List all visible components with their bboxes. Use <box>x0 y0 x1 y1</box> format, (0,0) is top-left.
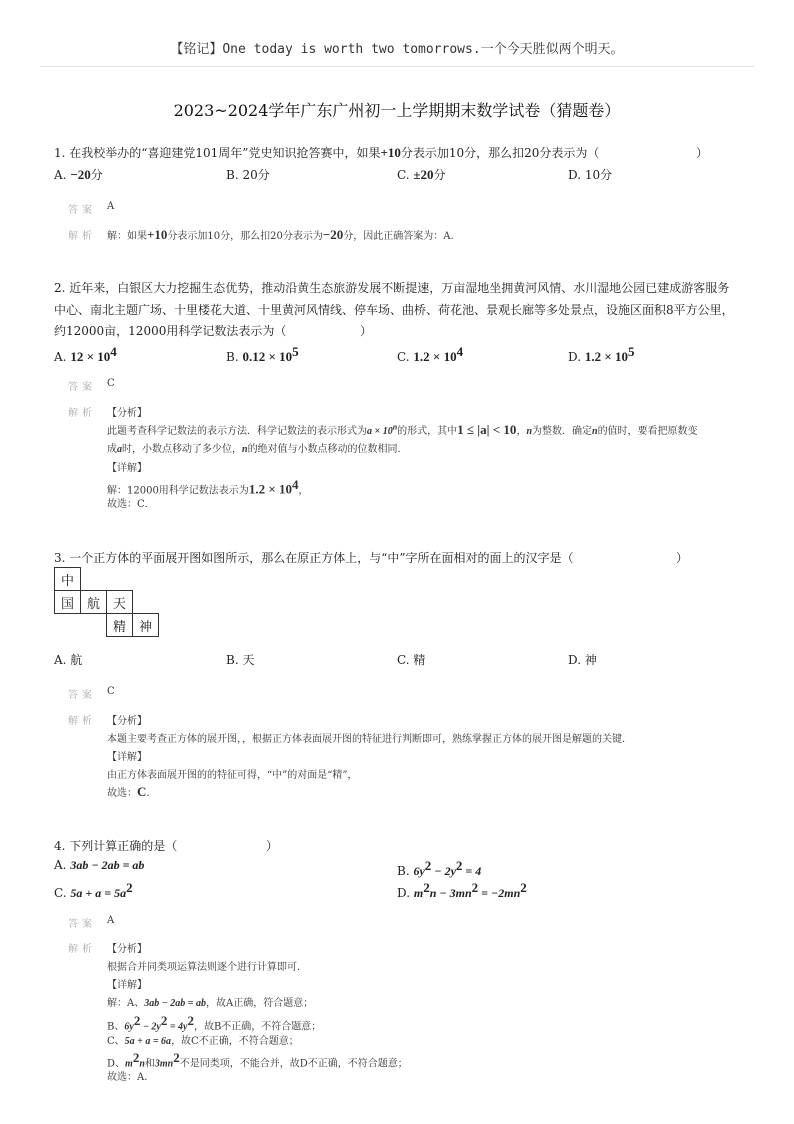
q2-an1-text-a: 此题考查科学记数法的表示方法．科学记数法的表示形式为 <box>107 426 367 437</box>
q4-an4-text-b: ，故C不正确，不符合题意； <box>171 1036 299 1047</box>
q4-an2-math: 3ab − 2ab = ab <box>144 998 206 1009</box>
q4-an3-m1: 6y <box>124 1021 134 1033</box>
q3-detail-line-2 <box>107 784 156 800</box>
q4-option-b-b: − 2y <box>431 864 456 878</box>
q4-option-d-label: D. <box>397 886 411 900</box>
question-1-end: ） <box>696 146 709 160</box>
q2-analysis-heading: 【分析】 <box>107 408 147 419</box>
q3-an3-text-a: 故选： <box>107 788 137 799</box>
q2-option-c-label: C. <box>397 350 410 364</box>
q4-option-d[interactable] <box>397 880 527 901</box>
q2-analysis-line-1 <box>107 422 698 438</box>
q2-an2-math-1: a <box>117 444 122 455</box>
q4-an5-m1: m <box>125 1058 133 1070</box>
q2-detail-line-2: 故选：C． <box>107 499 155 510</box>
q4-option-b-c: = 4 <box>462 864 482 878</box>
q1-answer: A <box>107 201 115 212</box>
question-4-end: ） <box>266 839 279 853</box>
page-title: 2023~2024学年广东广州初一上学期期末数学试卷（猜题卷） <box>173 101 621 120</box>
q4-option-b-e2: 2 <box>455 858 463 873</box>
q2-option-a-exp: 4 <box>110 344 117 359</box>
q2-an1-text-d: 为整数．确定 <box>532 426 592 437</box>
q2-analysis-label: 解析 <box>68 408 96 419</box>
q1-analysis-label: 解析 <box>68 231 96 242</box>
question-3-end: ） <box>676 551 689 565</box>
q2-an3-text-a: 解：12000用科学记数法表示为 <box>107 485 249 497</box>
q2-an2-text-c: 的绝对值与小数点移动的位数相同． <box>247 444 408 455</box>
q3-option-b[interactable]: B. 天 <box>226 653 255 667</box>
q1-option-b[interactable]: B. 20分 <box>226 168 270 182</box>
q4-an5-m2: n <box>139 1058 145 1070</box>
q3-answer: C <box>107 686 115 697</box>
q2-option-c[interactable] <box>397 344 463 365</box>
q1-option-a[interactable] <box>54 166 103 183</box>
q3-option-d[interactable]: D. 神 <box>568 653 597 667</box>
q4-option-d-e1: 2 <box>423 880 430 895</box>
question-3: 3. 一个正方体的平面展开图如图所示，那么在原正方体上，与“中”字所在面相对的面上的汉字是（ <box>54 551 574 565</box>
q1-analysis-math-1: +10 <box>147 227 168 242</box>
q4-an5-e1: 2 <box>132 1050 140 1065</box>
q2-an3-exp: 4 <box>291 477 299 492</box>
q4-detail-line-b <box>107 1013 321 1032</box>
cube-net <box>54 567 159 637</box>
q1-analysis <box>107 227 454 243</box>
q2-an2-math-2: n <box>242 444 248 455</box>
q1-option-c-label: C. <box>397 168 410 182</box>
q2-an1-math-1-exp: n <box>392 422 398 432</box>
q2-an3-math: 1.2 × 10 <box>248 481 292 497</box>
q2-option-d[interactable] <box>568 344 635 365</box>
q4-option-b-a: 6y <box>413 864 425 878</box>
question-1-text-a: 1. 在我校举办的“喜迎建党101周年”党史知识抢答赛中，如果 <box>54 146 381 160</box>
q4-answer-label: 答案 <box>68 919 96 930</box>
q3-detail-heading: 【详解】 <box>107 752 147 763</box>
q1-option-a-math: −20 <box>70 167 91 182</box>
q3-answer-label: 答案 <box>68 690 96 701</box>
q1-analysis-text-c: 分，因此正确答案为：A. <box>343 231 454 242</box>
q4-analysis-heading: 【分析】 <box>107 944 147 955</box>
q2-option-b[interactable] <box>226 344 299 365</box>
net-cell-jing: 精 <box>107 614 133 637</box>
q2-option-c-exp: 4 <box>456 344 464 359</box>
q4-option-b[interactable] <box>397 858 481 879</box>
q2-an1-text-e: 的值时，要看把原数变 <box>597 426 698 437</box>
q2-an1-math-2: 1 ≤ |a| < 10 <box>457 422 517 437</box>
q4-an3-e2: 2 <box>160 1013 168 1028</box>
q4-option-c[interactable] <box>54 880 133 901</box>
q2-an1-text-b: 的形式，其中 <box>397 426 458 437</box>
q4-option-c-label: C. <box>54 886 67 900</box>
q2-option-b-exp: 5 <box>292 344 299 359</box>
q1-option-a-label: A. <box>54 168 67 182</box>
q4-option-a-label: A. <box>54 858 67 872</box>
q4-option-d-e3: 2 <box>520 880 527 895</box>
q2-option-c-base: 1.2 × 10 <box>413 349 457 364</box>
q1-analysis-math-2: −20 <box>322 227 344 242</box>
q4-an2-text-b: ，故A正确，符合题意； <box>206 998 314 1009</box>
q2-an2-text-a: 成 <box>107 444 117 455</box>
q4-option-d-a: m <box>413 886 424 900</box>
motto-header: 【铭记】One today is worth two tomorrows.一个今天胜似两个明天。 <box>170 42 624 57</box>
net-cell-tian: 天 <box>107 591 133 614</box>
q4-an4-text-a: C、 <box>107 1036 125 1047</box>
q4-detail-line-a <box>107 994 313 1009</box>
q4-answer: A <box>107 915 115 926</box>
question-2-line-1: 2. 近年来，白银区大力挖掘生态优势，推动沿黄生态旅游发展不断提速，万亩湿地坐拥黄河风情、水川湿地公园已建成游客服务 <box>54 281 730 295</box>
q2-option-d-label: D. <box>568 350 582 364</box>
question-1-text-b: 分表示加10分，那么扣20分表示为（ <box>400 146 600 160</box>
q4-option-d-b: n − 3mn <box>429 886 472 900</box>
q2-answer: C <box>107 378 115 389</box>
question-2-end: ） <box>360 324 373 338</box>
q4-detail-line-e: 故选：A． <box>107 1072 155 1083</box>
q4-an5-e2: 2 <box>173 1050 180 1065</box>
net-cell-hang: 航 <box>81 591 107 614</box>
q2-option-a-base: 12 × 10 <box>70 349 111 364</box>
q2-an1-math-3: n <box>526 426 532 437</box>
q4-option-b-label: B. <box>397 864 410 878</box>
q4-detail-heading: 【详解】 <box>107 980 147 991</box>
q2-option-d-exp: 5 <box>628 344 635 359</box>
net-cell-guo: 国 <box>55 591 81 614</box>
q2-analysis-line-2 <box>107 440 408 455</box>
q4-detail-line-d <box>107 1050 408 1069</box>
q4-an3-m3: = 4y <box>167 1021 188 1033</box>
q4-an3-e1: 2 <box>133 1013 141 1028</box>
q3-analysis-line-1: 本题主要考查正方体的展开图，，根据正方体表面展开图的特征进行判断即可，熟练掌握正方体的展开图是解题的关键． <box>107 734 632 745</box>
q4-detail-line-c <box>107 1032 299 1047</box>
q4-an3-text-b: ，故B不正确，不符合题意； <box>193 1021 322 1033</box>
q2-option-a[interactable] <box>54 344 117 365</box>
q2-option-a-label: A. <box>54 350 67 364</box>
q1-option-c[interactable] <box>397 166 446 183</box>
q4-an5-text-b: 和 <box>144 1058 155 1070</box>
header-divider <box>40 66 754 67</box>
q4-option-d-e2: 2 <box>471 880 479 895</box>
q1-analysis-text-a: 解：如果 <box>107 231 147 242</box>
q4-option-b-e1: 2 <box>424 858 432 873</box>
q3-option-c[interactable]: C. 精 <box>397 653 426 667</box>
q2-option-b-label: B. <box>226 350 239 364</box>
q3-an3-math: C <box>137 784 147 799</box>
net-cell-zhong: 中 <box>55 568 81 591</box>
question-1-math: +10 <box>380 145 401 160</box>
q4-an4-math: 5a + a = 6a <box>124 1036 172 1047</box>
question-2-line-3: 约12000亩，12000用科学记数法表示为（ <box>54 324 287 338</box>
q1-option-c-math: ±20 <box>413 167 434 182</box>
q1-answer-label: 答案 <box>68 205 96 216</box>
q4-an3-m2: − 2y <box>140 1021 161 1033</box>
net-cell-shen: 神 <box>133 614 159 637</box>
q2-option-b-base: 0.12 × 10 <box>242 349 293 364</box>
q4-option-a-math: 3ab − 2ab = ab <box>70 858 145 872</box>
q4-an3-text-a: B、 <box>107 1021 125 1033</box>
q2-an1-text-c: ， <box>516 426 527 437</box>
q4-analysis-label: 解析 <box>68 944 96 955</box>
q2-an3-text-b: ， <box>298 485 309 497</box>
q3-option-a[interactable]: A. 航 <box>54 653 83 667</box>
q4-analysis-line-1: 根据合并同类项运算法则逐个进行计算即可． <box>107 962 307 973</box>
q4-an5-m3: 3mn <box>154 1058 174 1070</box>
q1-option-a-unit: 分 <box>90 168 103 182</box>
q4-an2-text-a: 解：A、 <box>107 998 145 1009</box>
q2-answer-label: 答案 <box>68 382 96 393</box>
question-2-line-2: 中心、南北主题广场、十里楼花大道、十里黄河风情线、停车场、曲桥、荷花池、景观长廊等多处景点，设施区面积8平方公里， <box>54 303 734 317</box>
question-4: 4. 下列计算正确的是（ <box>54 839 178 853</box>
question-1 <box>54 144 599 161</box>
q3-detail-line-1: 由正方体表面展开图的的特征可得，“中”的对面是“精”， <box>107 770 358 781</box>
q3-an3-text-b: ． <box>146 788 157 799</box>
q2-an1-math-1: a × 10 <box>367 426 393 437</box>
q3-analysis-label: 解析 <box>68 716 96 727</box>
q2-option-d-base: 1.2 × 10 <box>584 349 629 364</box>
q4-an5-text-c: 不是同类项，不能合并，故D不正确，不符合题意； <box>179 1058 408 1070</box>
q1-option-d[interactable]: D. 10分 <box>568 168 613 182</box>
q4-option-d-c: = −2mn <box>478 886 521 900</box>
q2-detail-heading: 【详解】 <box>107 463 147 474</box>
q1-analysis-text-b: 分表示加10分，那么扣20分表示为 <box>167 231 323 242</box>
q4-option-a[interactable] <box>54 858 144 873</box>
q2-an2-text-b: 时，小数点移动了多少位， <box>122 444 242 455</box>
q4-an3-e3: 2 <box>187 1013 194 1028</box>
q3-analysis-heading: 【分析】 <box>107 716 147 727</box>
q4-option-c-a: 5a + a = 5a <box>70 886 127 900</box>
q4-an5-text-a: D、 <box>107 1058 126 1070</box>
q4-option-c-e: 2 <box>126 880 133 895</box>
q1-option-c-unit: 分 <box>433 168 446 182</box>
q2-an1-math-4: n <box>592 426 598 437</box>
